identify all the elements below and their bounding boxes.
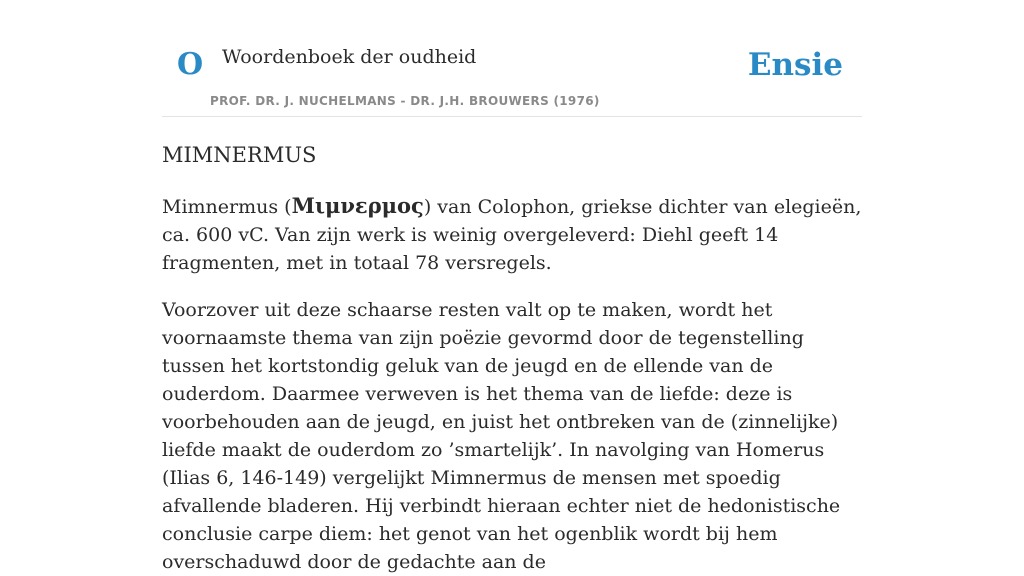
paragraph-text: ) van Colophon, griekse dichter van elegieën, ca. 600 vC. Van zijn werk is weinig overgeleverd: Diehl geeft 14 fragmenten, met in totaal 78 versregels.: [162, 196, 862, 275]
greek-name: Μιμνερμος: [291, 193, 424, 219]
article-paragraph-1: [162, 192, 862, 277]
entry-title: MIMNERMUS: [162, 143, 317, 167]
article-paragraph-2: Voorzover uit deze schaarse resten valt op te maken, wordt het voornaamste thema van zijn poëzie gevormd door de tegenstelling tussen het kortstondig geluk van de jeugd en de ellende van de ouderdom. Daarmee verweven is het thema van de liefde: deze is voorbehouden aan de jeugd, en juist het ontbreken van de (zinnelijke) liefde maakt de ouderdom zo ’smartelijk’. In navolging van Homerus (Ilias 6, 146-149) vergelijkt Mimnermus de mensen met spoedig afvallende bladeren. Hij verbindt hieraan echter niet de hedonistische conclusie carpe diem: het genot van het ogenblik wordt bij hem overschaduwd door de gedachte aan de: [162, 299, 841, 574]
book-authors: PROF. DR. J. NUCHELMANS - DR. J.H. BROUWERS (1976): [210, 94, 600, 108]
ensie-logo-link[interactable]: Ensie: [747, 47, 843, 83]
page: [162, 0, 862, 576]
book-title-link[interactable]: Woordenboek der oudheid: [222, 46, 477, 68]
letter-index-link[interactable]: O: [177, 47, 204, 82]
header: [162, 0, 862, 117]
paragraph-text: Mimnermus (: [162, 196, 292, 219]
